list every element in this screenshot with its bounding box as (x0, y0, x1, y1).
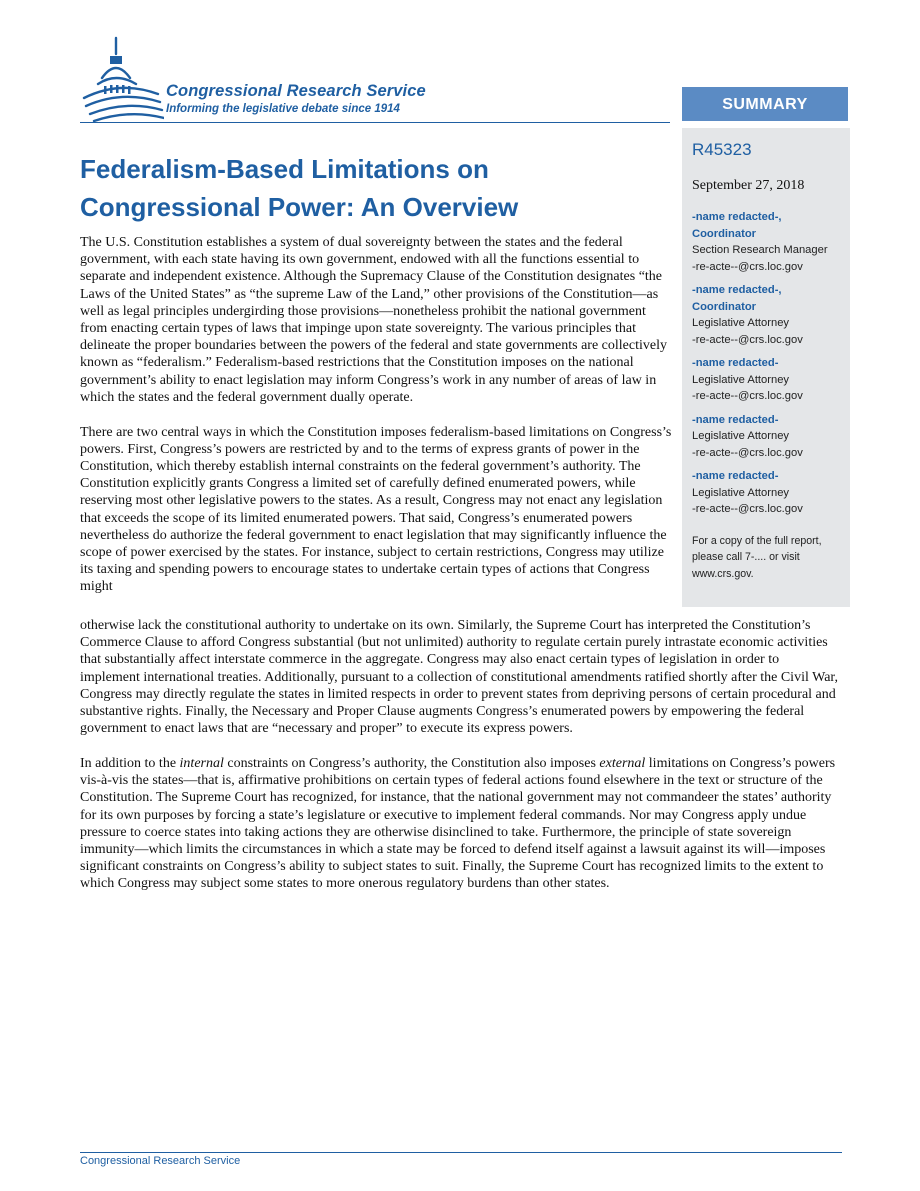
contact-2 (692, 282, 850, 348)
contact-email[interactable]: -re-acte--@crs.loc.gov (692, 390, 803, 402)
org-tagline: Informing the legislative debate since 1914 (166, 103, 400, 115)
report-date: September 27, 2018 (692, 178, 805, 193)
header-divider (80, 122, 670, 123)
paragraph-1: The U.S. Constitution establishes a system of dual sovereignty between the states and the federal government, with each state having its own government, endowed with all the functions essential to separate and independent existence. Although the Supremacy Clause of the Constitution designates “the Laws of the United States” as “the supreme Law of the Land,” other provisions of the Constitution—as well as legal principles undergirding those provisions—nonetheless prohibit the national government from enacting certain types of laws that impinge upon state sovereignty. The various principles that delineate the proper boundaries between the powers of the federal and state governments are collectively known as “federalism.” Federalism-based restrictions that the Constitution imposes on the national government’s ability to enact legislation may inform Congress’s work in any number of areas of law in which the states and the federal government dually operate. (80, 235, 667, 405)
text-run: constraints on Congress’s authority, the Constitution also imposes (223, 755, 600, 771)
contact-role-title: Coordinator (692, 300, 757, 313)
paragraph-2-top: There are two central ways in which the Constitution imposes federalism-based limitations on Congress’s powers. First, Congress’s powers are restricted by and to the terms of express grants of power in the Constitution, which thereby establish internal constraints on the federal government’s authority. The Constitution explicitly grants Congress a limited set of carefully defined enumerated powers, while reserving most other legislative powers to the states. As a result, Congress may not enact any legislation that exceeds the scope of its limited enumerated powers. That said, Congress’s enumerated powers nevertheless do authorize the federal government to enact legislation that may significantly influence the scope of power exercised by the states. For instance, subject to certain restrictions, Congress may utilize its taxing and spending powers to encourage states to undertake certain types of actions that Congress might (80, 424, 672, 595)
copy-note: For a copy of the full report, please call 7-.... or visit www.crs.gov. (692, 534, 822, 580)
crs-logo (80, 32, 680, 127)
paragraph-3 (80, 755, 842, 893)
contact-name: -name redacted-, (692, 284, 782, 296)
contact-1 (692, 209, 850, 275)
body-text-wide (80, 617, 842, 910)
contact-email[interactable]: -re-acte--@crs.loc.gov (692, 260, 803, 273)
contact-role: Legislative Attorney (692, 373, 790, 386)
summary-heading: SUMMARY (682, 87, 848, 121)
contact-role: Legislative Attorney (692, 486, 790, 499)
footer-org-name: Congressional Research Service (80, 1155, 241, 1167)
text-run: limitations on Congress’s powers vis-à-vis the states—that is, affirmative prohibitions on certain types of federal actions found elsewhere in the text or structure of the Constitution. The Supreme Court has recognized, for instance, that the national government may not commandeer the states’ authority for its own purposes by forcing a state’s legislature or executive to implement federal commands. Nor may Congress apply undue pressure to coerce states into taking actions they are otherwise disinclined to take. Furthermore, the principle of state sovereign immunity—which limits the circumstances in which a state may be forced to defend itself against a lawsuit against its will—imposes significant constraints on Congress’s ability to subject states to suit. Finally, the Supreme Court has recognized limits to the extent to which Congress may subject some states to more onerous regulatory burdens than other states. (80, 755, 836, 892)
contact-name: -name redacted- (692, 357, 779, 369)
contact-name: -name redacted-, (692, 211, 782, 223)
contact-3 (692, 355, 850, 405)
contact-role: Section Research Manager (692, 244, 828, 256)
capitol-dome-icon (80, 32, 164, 124)
report-number: R45323 (692, 140, 752, 159)
contact-name: -name redacted- (692, 413, 779, 426)
paragraph-2-bottom: otherwise lack the constitutional authority to undertake on its own. Similarly, the Supreme Court has interpreted the Constitution’s Commerce Clause to afford Congress substantial (but not unlimited) authority to regulate certain purely intrastate economic activities that substantially affect interstate commerce in the aggregate. Congress may also enact certain types of legislation in order to implement international treaties. Additionally, pursuant to a collection of constitutional amendments ratified shortly after the Civil War, Congress may directly regulate the states in limited respects in order to prevent states from depriving persons of certain procedural and substantive rights. Finally, the Necessary and Proper Clause augments Congress’s enumerated powers by empowering the federal government to enact laws that are “necessary and proper” to execute its express powers. (80, 618, 839, 737)
contact-email[interactable]: -re-acte--@crs.loc.gov (692, 333, 803, 346)
contact-role: Legislative Attorney (692, 430, 790, 442)
body-text-narrow (80, 234, 673, 613)
contact-role-title: Coordinator (692, 227, 757, 240)
contact-5 (692, 468, 850, 518)
text-run: In addition to the (80, 755, 180, 771)
contact-name: -name redacted- (692, 470, 779, 482)
summary-sidebar (682, 128, 850, 607)
contact-role: Legislative Attorney (692, 317, 790, 329)
contact-4 (692, 412, 850, 462)
contact-email[interactable]: -re-acte--@crs.loc.gov (692, 503, 803, 515)
page-title: Federalism-Based Limitations on Congressional Power: An Overview (80, 154, 519, 222)
footer-divider (80, 1152, 842, 1153)
emphasis-external: external (599, 755, 646, 771)
emphasis-internal: internal (179, 755, 224, 771)
org-name: Congressional Research Service (166, 82, 426, 100)
contact-email[interactable]: -re-acte--@crs.loc.gov (692, 446, 803, 459)
